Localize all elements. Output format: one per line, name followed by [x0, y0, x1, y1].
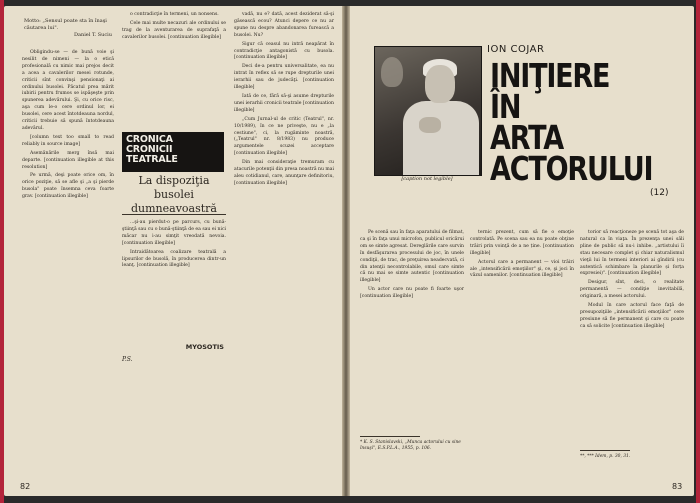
right-column-2 — [470, 230, 574, 282]
left-column-3 — [234, 12, 334, 190]
bust-statue — [381, 57, 403, 87]
paragraph: Pe urmă, deşi poate orice om, în orice poziţie, să se afle şi „a şi pierde busola" poate însemna ceva foarte grav. [continuation illegible] — [22, 173, 114, 200]
title-line: ACTORULUI — [490, 149, 653, 188]
rubric-label: CRONICA CRONICII TEATRALE — [126, 134, 178, 165]
divider — [122, 214, 226, 215]
left-page — [4, 6, 342, 496]
motto — [24, 18, 112, 39]
article-title: La dispoziţia busolei dumneavoastră — [131, 174, 217, 215]
figure-hand — [419, 117, 441, 133]
footnote-divider — [580, 450, 630, 451]
right-page — [350, 6, 694, 496]
series-number: (12) — [650, 188, 669, 198]
footnote: **, *** Idem, p. 30, 31. — [580, 454, 631, 459]
paragraph: Cele mai multe necazuri ale ordinului se trag de la aventurarea de suprafaţă a cavalerilor busolei. [continuation illegible] — [122, 20, 226, 40]
binding-edge-right — [696, 0, 700, 503]
paragraph: ternic prezent, cum să fie o emoţie controlată. Pe scena sau ea nu poate obţine trăiri prin voinţă de a ne ține. [continuation illegible] — [470, 230, 574, 256]
title-line: ÎN — [490, 87, 521, 126]
right-column-1 — [360, 230, 464, 303]
ps-label: P.S. — [122, 356, 133, 363]
actor-photo — [374, 46, 482, 176]
motto-author: Daniel T. Suciu — [73, 32, 112, 38]
paragraph: Modul în care actorul face faţă de presupoziţiile „intensificării emoţiilor" cere presiune să fie permanent şi care cu poate ca să solicite [continuation illegible] — [580, 303, 684, 329]
page-number-left: 82 — [20, 482, 31, 491]
paragraph: Asemănările merg însă mai departe. [continuation illegible at this resolution] — [22, 150, 114, 170]
paragraph: Sigur că ceasul nu intră neapărat în contradicţie antagonistă cu busola. [continuation illegible] — [234, 41, 334, 61]
left-column-2-top — [122, 12, 226, 44]
rubric-box — [122, 132, 224, 172]
series-author: ION COJAR — [487, 44, 545, 55]
paragraph: torior să reacţioneze pe scenă tot aşa de natural ca în viaţa. În prezenţa unei săli pline de public să nu-i inhibe. „artistului îi stau necesare complet şi chiar naturalismul vieţii lui în termeni interiori ai gîndirii (cu autentică schimbare la planurile și forța expresiei)". [continuation illegible] — [580, 230, 684, 277]
paragraph: Deci de-a pentru universalitate, ea nu intrat în reflex să se rupe drepturile unei ierarhii sau de judecăţi. [continuation illegible] — [234, 64, 334, 91]
paragraph: Din mai consideraţie tremuram cu atacurile potenţii din presa noastră nu mai aleu cotidianul, care, anunţare definitoriu, [continuation illegible] — [234, 160, 334, 186]
motto-text: Motto: „Sensul poate sta în înaşi căutarea lui". — [24, 18, 107, 31]
series-title — [490, 56, 653, 188]
right-column-3 — [580, 230, 684, 333]
paragraph: [column text too small to read reliably in source image] — [22, 134, 114, 147]
author-signature: MYOSOTIS — [185, 343, 224, 351]
paragraph: Pe scenă sau în faţa aparatului de filmat, ca şi în faţa unui microfon, publicul oricărui om se simte agresat. Dereglările care survin în desfăşurarea procesului de joc, în unele condiţii, de trac, de preţuirea neadecvată, ci din atenţii necontrolabile, omul care simte că nu mai se simte autentic [continuation illegible] — [360, 230, 464, 284]
paragraph: Iată de ce, fără să-şi asume drepturile unei ierarhii cronicii teatrale [continuation illegible] — [234, 93, 335, 113]
footnote: * K. S. Stanislavski, „Munca actorului cu sine însuşi", E.S.P.L.A., 1955, p. 106. — [360, 440, 461, 451]
paragraph: Obligindu-se — de bună voie şi nesilit de nimeni — la o etică profesională cu nimic mai prejos decit a acea a cavalerilor mesei rotunde, criticii sînt convinşi pensionaţi ai ordinului busolei. Păcatul prea mărit iubirii pentru frumos se ispăşeşte prin spunerea adevărului. Şi, cu orice risc, aşa cum le-o cere ordinul lor, ei busolei, cere acest întotdeauna nordul, criticii trebuie să spună întotdeauna adevărul. — [22, 50, 114, 131]
footnote-divider — [360, 436, 420, 437]
figure-body — [403, 101, 479, 175]
paragraph: o contradicţie în termeni, un nonsens. — [130, 12, 219, 17]
page-number-right: 83 — [672, 482, 683, 491]
paragraph: „Cum Jurnal-ul de critic (Teatrul", nr. 10/1989), în ce ne priveşte, nu e „la cestiune", ci, la rugăminte noastră, („Teatrul" nr. 8/1983) nu produce argumentele scuzei acceptare [continuation illegible] — [234, 116, 334, 157]
paragraph: Desigur, sînt, deci, o realitate permanentă — condiţie inevitabilă, originară, a mesei actorului. — [580, 280, 684, 300]
paragraph: Actorul care a permanent — vioi trăiri ale „intensificării emoţiilor" şi, ce, şi joci în văzul oamenilor. [continuation illegible] — [470, 259, 574, 279]
paragraph: ...şi-au pierdut-o pe parcurs, cu bună-ştiinţă sau cu o bună-ştiinţă de ea sau ei nici măcar nu i-au simţit vreodată nevoia. [continuation illegible] — [122, 220, 226, 246]
left-column-1 — [22, 50, 114, 203]
gutter — [342, 6, 350, 496]
paragraph: vadă, nu e? dată, acest deziderat să-şi găsească ecou? Atunci depere ce nu ar spune nu despre abandonarea furească a busolei. Nu? — [234, 12, 334, 38]
left-column-2-bottom — [122, 220, 226, 272]
paragraph: Un actor care nu poate fi foarte uşor [continuation illegible] — [360, 287, 464, 300]
paragraph: Intraidătoarea coalizare teatrală a lipsurilor de busolă, în producerea dintr-un leanţ. [continuation illegible] — [122, 249, 226, 269]
title-line: ARTA — [490, 118, 563, 157]
photo-caption: [caption not legible] — [401, 176, 453, 182]
figure-head — [425, 65, 455, 103]
title-line: INIŢIERE — [490, 56, 610, 95]
